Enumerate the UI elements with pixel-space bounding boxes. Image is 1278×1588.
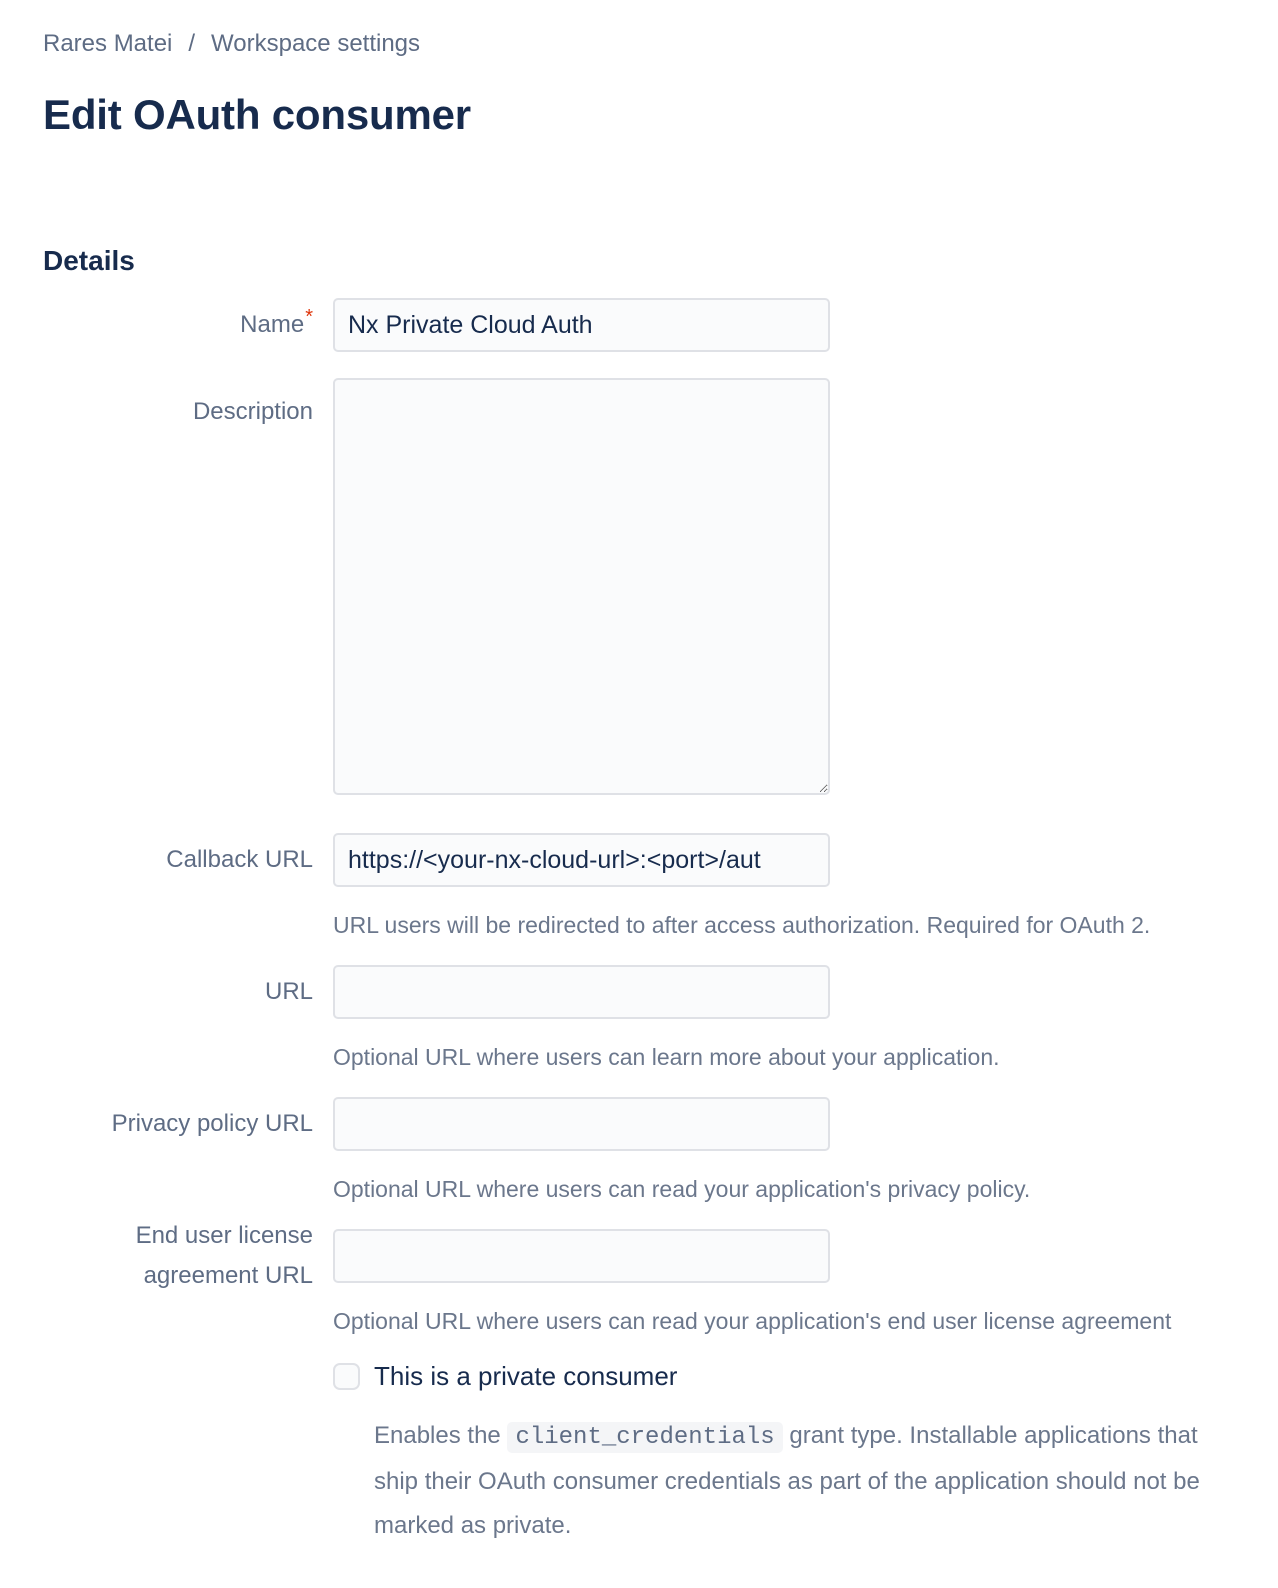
privacy-policy-url-field-row [43, 1097, 1235, 1204]
eula-url-label: End user license agreement URL [135, 1222, 313, 1290]
breadcrumb [43, 30, 1235, 58]
private-consumer-help-text: Enables the client_credentials grant type. Installable applications that ship their OAuth consumer credentials as part of the application should not be marked as private. [374, 1422, 1200, 1540]
breadcrumb-separator: / [188, 30, 196, 57]
name-input[interactable] [333, 298, 830, 352]
description-textarea[interactable] [333, 378, 830, 795]
name-label: Name* [240, 306, 313, 339]
url-field-row [43, 965, 1235, 1072]
callback-url-field-row [43, 833, 1235, 940]
page-title: Edit OAuth consumer [43, 91, 471, 138]
callback-url-help-text: URL users will be redirected to after access authorization. Required for OAuth 2. [333, 912, 1151, 939]
eula-url-help-text: Optional URL where users can read your application's end user license agreement [333, 1308, 1172, 1335]
eula-url-input[interactable] [333, 1229, 830, 1283]
private-consumer-checkbox[interactable] [333, 1363, 360, 1390]
breadcrumb-workspace-link[interactable]: Rares Matei [43, 30, 173, 57]
client-credentials-code-chip: client_credentials [507, 1422, 782, 1453]
description-label: Description [192, 398, 313, 426]
privacy-policy-url-help-text: Optional URL where users can read your application's privacy policy. [333, 1176, 1031, 1203]
private-consumer-row [333, 1361, 1235, 1392]
description-field-row [43, 378, 1235, 800]
callback-url-input[interactable] [333, 833, 830, 887]
url-help-text: Optional URL where users can learn more about your application. [333, 1044, 1000, 1071]
eula-url-field-row [43, 1222, 1235, 1336]
url-label: URL [264, 978, 313, 1006]
private-consumer-label[interactable]: This is a private consumer [374, 1361, 678, 1392]
breadcrumb-workspace-settings-link[interactable]: Workspace settings [211, 30, 421, 57]
url-input[interactable] [333, 965, 830, 1019]
privacy-policy-url-label: Privacy policy URL [111, 1110, 313, 1138]
privacy-policy-url-input[interactable] [333, 1097, 830, 1151]
required-asterisk: * [305, 306, 313, 329]
oauth-consumer-form [43, 298, 1235, 1548]
name-field-row [43, 298, 1235, 352]
callback-url-label: Callback URL [166, 846, 313, 874]
details-section-heading: Details [43, 245, 135, 277]
